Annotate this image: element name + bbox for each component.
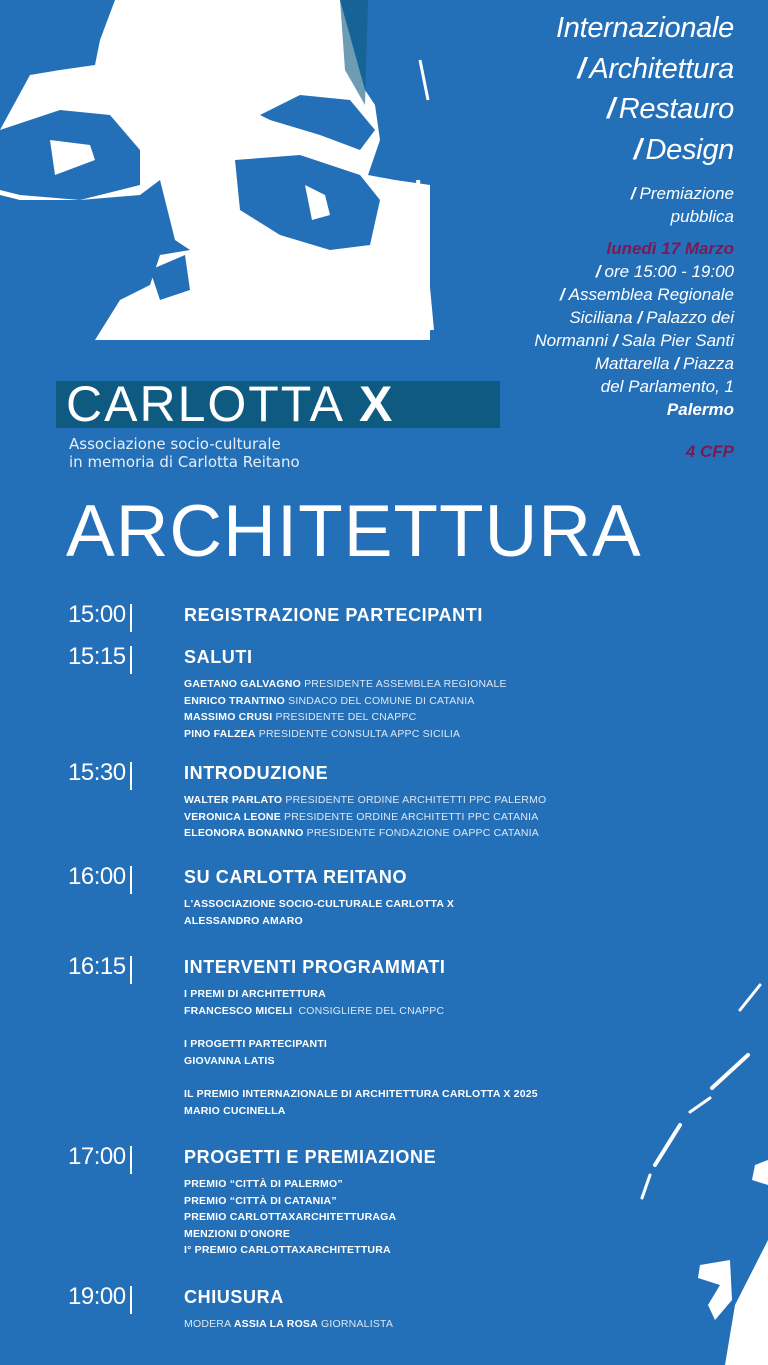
assoc-line-2: in memoria di Carlotta Reitano <box>69 453 300 471</box>
speaker-line: MASSIMO CRUSI PRESIDENTE DEL CNAPPC <box>184 711 417 723</box>
slot-title: SU CARLOTTA REITANO <box>184 867 408 887</box>
speaker-line: ALESSANDRO AMARO <box>184 914 303 927</box>
slot-title: REGISTRAZIONE PARTECIPANTI <box>184 605 483 625</box>
assoc-line-1: Associazione socio-culturale <box>69 435 281 453</box>
slot-time: 16:00 <box>68 862 184 952</box>
moderator-line: MODERA ASSIA LA ROSA GIORNALISTA <box>184 1318 394 1330</box>
speaker-line: ENRICO TRANTINO SINDACO DEL COMUNE DI CATANIA <box>184 694 475 707</box>
slash-icon: / <box>633 133 642 166</box>
slot-title: INTRODUZIONE <box>184 763 329 783</box>
logo-name: CARLOTTA <box>66 376 345 432</box>
schedule-slot <box>68 1282 708 1342</box>
carlotta-x-logo <box>56 376 500 432</box>
speaker-line: MARIO CUCINELLA <box>184 1104 286 1117</box>
schedule-slot <box>68 952 708 1142</box>
schedule-slot <box>68 862 708 952</box>
speaker-line: GAETANO GALVAGNO PRESIDENTE ASSEMBLEA REGIONALE <box>184 678 507 690</box>
slot-time: 15:15 <box>68 642 184 758</box>
slash-icon: / <box>559 285 565 304</box>
slash-icon: / <box>630 184 636 203</box>
award-line: MENZIONI D'ONORE <box>184 1227 291 1240</box>
slash-icon: / <box>606 93 615 125</box>
speaker-line: VERONICA LEONE PRESIDENTE ORDINE ARCHITETTI PPC CATANIA <box>184 810 539 823</box>
premiazione: / Premiazione pubblica <box>630 184 734 226</box>
speaker-line: PINO FALZEA PRESIDENTE CONSULTA APPC SICILIA <box>184 727 461 740</box>
portrait-illustration <box>0 0 460 340</box>
slot-title: INTERVENTI PROGRAMMATI <box>184 957 446 977</box>
event-date: lunedì 17 Marzo <box>606 239 734 258</box>
slash-icon: / <box>612 331 618 350</box>
slot-time: 15:30 <box>68 758 184 862</box>
slash-icon: / <box>674 354 679 373</box>
program-line-2: / Architettura <box>577 52 734 85</box>
program-line-4: / Design <box>633 133 734 166</box>
slot-title: SALUTI <box>184 647 253 667</box>
schedule-slot <box>68 1142 708 1282</box>
slot-title: PROGETTI E PREMIAZIONE <box>184 1147 437 1167</box>
schedule-slot <box>68 600 708 642</box>
program-line-1: Internazionale <box>556 12 734 44</box>
speaker-line: I PROGETTI PARTECIPANTI <box>184 1038 328 1050</box>
speaker-line: ELEONORA BONANNO PRESIDENTE FONDAZIONE OAPPC CATANIA <box>184 827 540 839</box>
award-line: PREMIO “CITTÀ DI PALERMO” <box>184 1178 343 1190</box>
speaker-line: IL PREMIO INTERNAZIONALE DI ARCHITETTURA CARLOTTA X 2025 <box>184 1088 538 1100</box>
slot-time: 16:15 <box>68 952 184 1142</box>
speaker-line: FRANCESCO MICELI CONSIGLIERE DEL CNAPPC <box>184 1004 445 1017</box>
event-time: / ore 15:00 - 19:00 <box>595 262 734 281</box>
schedule-slot <box>68 642 708 758</box>
speaker-line: L'ASSOCIAZIONE SOCIO-CULTURALE CARLOTTA X <box>184 898 455 910</box>
event-location: / Assemblea Regionale Siciliana / Palazzo dei Normanni / Sala Pier Santi Mattarella / Piazza del Parlamento, 1 <box>534 285 734 396</box>
speaker-line: WALTER PARLATO PRESIDENTE ORDINE ARCHITETTI PPC PALERMO <box>184 794 547 806</box>
award-line: PREMIO “CITTÀ DI CATANIA” <box>184 1194 337 1207</box>
slot-time: 19:00 <box>68 1282 184 1342</box>
program-schedule <box>68 600 708 1342</box>
program-line-3: / Restauro <box>606 93 734 125</box>
speaker-line: GIOVANNA LATIS <box>184 1054 275 1067</box>
award-line: I° PREMIO CARLOTTAXARCHITETTURA <box>184 1244 391 1256</box>
association-subtitle <box>69 435 300 471</box>
speaker-line: I PREMI DI ARCHITETTURA <box>184 988 326 1000</box>
schedule-slot <box>68 758 708 862</box>
page-title: ARCHITETTURA <box>66 491 642 572</box>
award-line: PREMIO CARLOTTAXARCHITETTURAGA <box>184 1211 397 1223</box>
event-city: Palermo <box>666 400 734 419</box>
cfp-credits: 4 CFP <box>685 442 734 461</box>
slash-icon: / <box>595 262 601 281</box>
slash-icon: / <box>637 308 643 327</box>
slot-title: CHIUSURA <box>184 1287 284 1307</box>
slash-icon: / <box>577 52 586 85</box>
slot-time: 15:00 <box>68 600 184 642</box>
logo-x: X <box>359 376 395 432</box>
slot-time: 17:00 <box>68 1142 184 1282</box>
